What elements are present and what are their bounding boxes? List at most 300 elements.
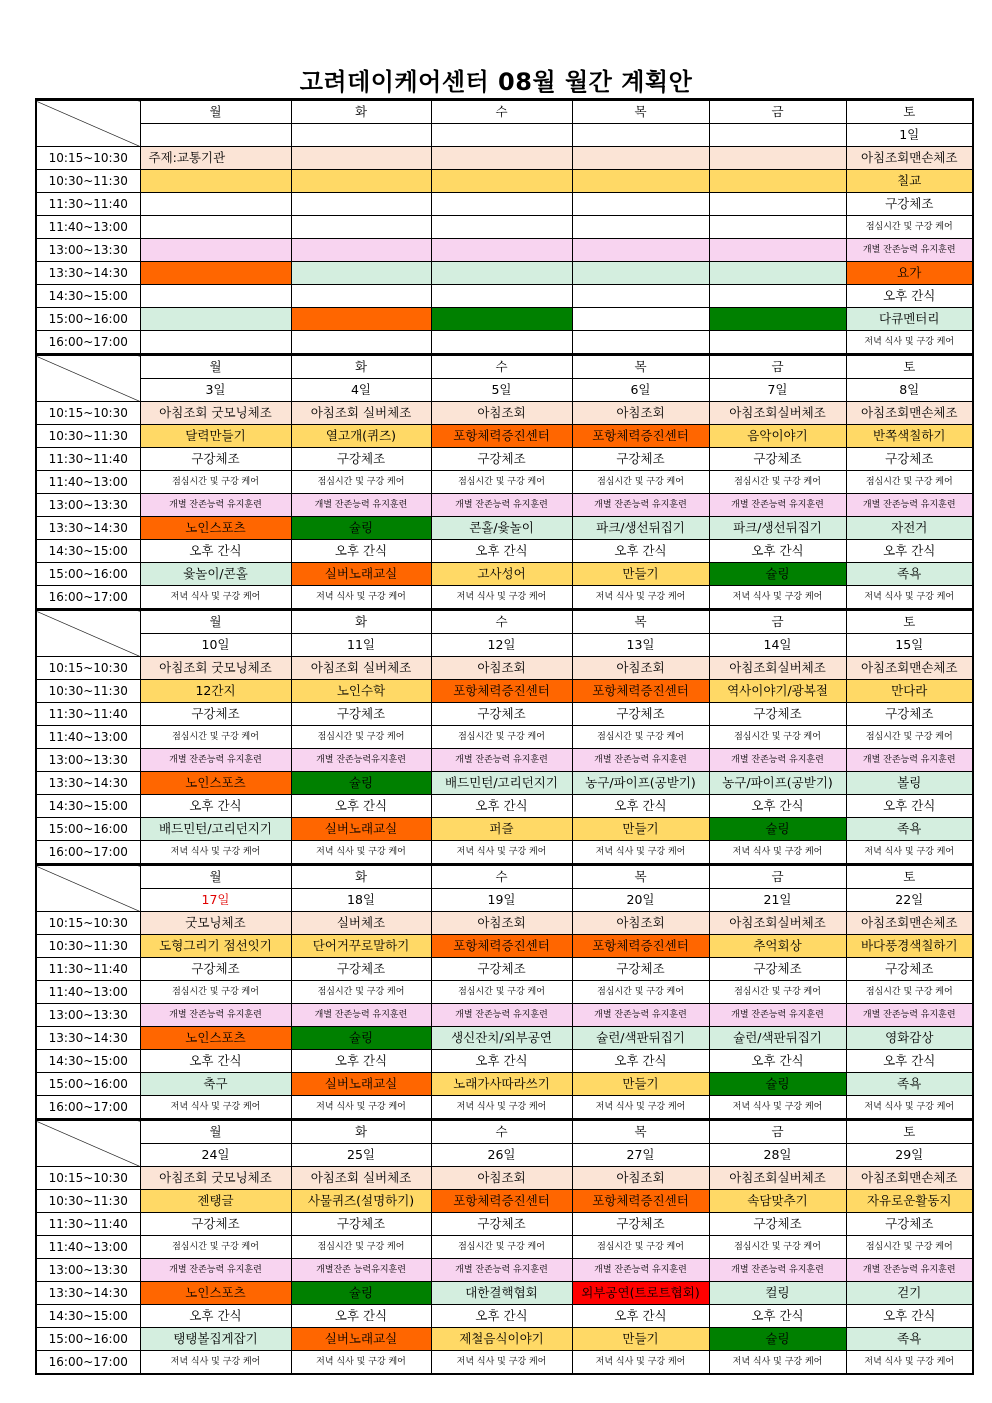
time-slot-label: 16:00~17:00 — [36, 1351, 140, 1375]
week-2-day-header-row — [36, 355, 973, 379]
activity-cell-tue: 노인수학 — [291, 680, 431, 703]
week-4-header-sat: 토 — [846, 865, 973, 889]
activity-cell-fri: 추억회상 — [709, 935, 846, 958]
activity-cell-thu: 만들기 — [572, 1328, 709, 1351]
activity-cell-wed — [431, 216, 572, 239]
week-1-header-tue: 화 — [291, 100, 431, 124]
week-5-header-sat: 토 — [846, 1120, 973, 1144]
activity-cell-fri: 농구/파이프(공받기) — [709, 772, 846, 795]
activity-cell-thu: 오후 간식 — [572, 540, 709, 563]
activity-cell-mon: 구강체조 — [140, 448, 291, 471]
activity-cell-tue — [291, 331, 431, 355]
activity-cell-fri: 개별 잔존능력 유지훈련 — [709, 749, 846, 772]
week-3-header-tue: 화 — [291, 610, 431, 634]
activity-cell-tue: 오후 간식 — [291, 1305, 431, 1328]
week-4-date-mon: 17일 — [140, 889, 291, 912]
activity-cell-sat: 점심시간 및 구강 케어 — [846, 471, 973, 494]
activity-cell-tue — [291, 147, 431, 170]
activity-cell-thu — [572, 193, 709, 216]
week-4-header-thu: 목 — [572, 865, 709, 889]
activity-cell-fri: 저녁 식사 및 구강 케어 — [709, 1096, 846, 1120]
activity-cell-wed: 배드민턴/고리던지기 — [431, 772, 572, 795]
activity-cell-tue — [291, 308, 431, 331]
activity-cell-wed: 제철음식이야기 — [431, 1328, 572, 1351]
activity-cell-thu: 점심시간 및 구강 케어 — [572, 981, 709, 1004]
activity-cell-mon: 저녁 식사 및 구강 케어 — [140, 586, 291, 610]
activity-cell-mon — [140, 308, 291, 331]
activity-cell-thu — [572, 216, 709, 239]
activity-cell-wed: 포항체력증진센터 — [431, 1190, 572, 1213]
time-slot-label: 10:15~10:30 — [36, 402, 140, 425]
activity-cell-fri: 개별 잔존능력 유지훈련 — [709, 1004, 846, 1027]
activity-cell-mon: 개별 잔존능력 유지훈련 — [140, 1004, 291, 1027]
activity-cell-tue: 점심시간 및 구강 케어 — [291, 471, 431, 494]
activity-cell-fri: 점심시간 및 구강 케어 — [709, 726, 846, 749]
activity-cell-thu: 아침조회 — [572, 402, 709, 425]
week-4-header-wed: 수 — [431, 865, 572, 889]
time-slot-label: 13:30~14:30 — [36, 1027, 140, 1050]
activity-cell-sat: 구강체조 — [846, 448, 973, 471]
activity-cell-wed: 콘홀/윷놀이 — [431, 517, 572, 540]
activity-cell-fri: 슐런/색판뒤집기 — [709, 1027, 846, 1050]
time-slot-label: 10:15~10:30 — [36, 1167, 140, 1190]
activity-cell-wed: 개별 잔존능력 유지훈련 — [431, 494, 572, 517]
week-1-date-thu — [572, 124, 709, 147]
activity-cell-thu: 저녁 식사 및 구강 케어 — [572, 841, 709, 865]
activity-cell-thu: 포항체력증진센터 — [572, 680, 709, 703]
monthly-schedule-table — [35, 98, 974, 1375]
activity-cell-wed: 퍼즐 — [431, 818, 572, 841]
activity-cell-wed: 저녁 식사 및 구강 케어 — [431, 841, 572, 865]
week-1-slot-5-row — [36, 239, 973, 262]
activity-cell-mon: 개별 잔존능력 유지훈련 — [140, 1259, 291, 1282]
time-slot-label: 10:15~10:30 — [36, 912, 140, 935]
time-slot-label: 10:30~11:30 — [36, 170, 140, 193]
activity-cell-sat: 아침조회맨손체조 — [846, 1167, 973, 1190]
week-5-slot-4-row — [36, 1236, 973, 1259]
activity-cell-fri — [709, 239, 846, 262]
week-3-slot-7-row — [36, 795, 973, 818]
week-1-slot-1-row — [36, 147, 973, 170]
activity-cell-sat: 구강체조 — [846, 958, 973, 981]
activity-cell-tue: 사물퀴즈(설명하기) — [291, 1190, 431, 1213]
activity-cell-wed: 아침조회 — [431, 657, 572, 680]
activity-cell-tue: 개별 잔존능력 유지훈련 — [291, 1004, 431, 1027]
time-slot-label: 11:40~13:00 — [36, 726, 140, 749]
activity-cell-thu: 만들기 — [572, 818, 709, 841]
week-1-date-tue — [291, 124, 431, 147]
activity-cell-thu: 개별 잔존능력 유지훈련 — [572, 749, 709, 772]
week-2-slot-1-row — [36, 402, 973, 425]
week-1-day-header-row — [36, 100, 973, 124]
activity-cell-wed: 개별 잔존능력 유지훈련 — [431, 749, 572, 772]
week-1-date-wed — [431, 124, 572, 147]
activity-cell-sat: 영화감상 — [846, 1027, 973, 1050]
time-slot-label: 10:30~11:30 — [36, 1190, 140, 1213]
time-slot-label: 14:30~15:00 — [36, 1305, 140, 1328]
week-2-header-fri: 금 — [709, 355, 846, 379]
activity-cell-thu: 포항체력증진센터 — [572, 935, 709, 958]
activity-cell-sat: 구강체조 — [846, 703, 973, 726]
activity-cell-wed: 대한결핵협회 — [431, 1282, 572, 1305]
week-3-date-tue: 11일 — [291, 634, 431, 657]
activity-cell-sat: 저녁 식사 및 구강 케어 — [846, 1351, 973, 1375]
activity-cell-tue: 점심시간 및 구강 케어 — [291, 981, 431, 1004]
week-5-slot-2-row — [36, 1190, 973, 1213]
activity-cell-tue: 오후 간식 — [291, 540, 431, 563]
week-3-header-thu: 목 — [572, 610, 709, 634]
activity-cell-mon: 점심시간 및 구강 케어 — [140, 981, 291, 1004]
activity-cell-fri: 오후 간식 — [709, 1050, 846, 1073]
week-2-slot-9-row — [36, 586, 973, 610]
activity-cell-sat: 오후 간식 — [846, 1050, 973, 1073]
week-1-slot-2-row — [36, 170, 973, 193]
week-1-header-wed: 수 — [431, 100, 572, 124]
week-4-slot-3-row — [36, 958, 973, 981]
activity-cell-tue: 구강체조 — [291, 703, 431, 726]
activity-cell-thu: 구강체조 — [572, 1213, 709, 1236]
activity-cell-wed: 개별 잔존능력 유지훈련 — [431, 1004, 572, 1027]
activity-cell-tue: 구강체조 — [291, 448, 431, 471]
activity-cell-tue — [291, 170, 431, 193]
week-3-day-header-row — [36, 610, 973, 634]
activity-cell-sat: 구강체조 — [846, 1213, 973, 1236]
activity-cell-sat: 저녁 식사 및 구강 케어 — [846, 331, 973, 355]
week-1-date-mon — [140, 124, 291, 147]
week-1-header-sat: 토 — [846, 100, 973, 124]
activity-cell-mon — [140, 193, 291, 216]
activity-cell-sat: 저녁 식사 및 구강 케어 — [846, 586, 973, 610]
activity-cell-sat: 아침조회맨손체조 — [846, 912, 973, 935]
activity-cell-mon: 점심시간 및 구강 케어 — [140, 1236, 291, 1259]
activity-cell-wed: 오후 간식 — [431, 540, 572, 563]
week-5-date-fri: 28일 — [709, 1144, 846, 1167]
activity-cell-wed: 점심시간 및 구강 케어 — [431, 1236, 572, 1259]
activity-cell-wed — [431, 331, 572, 355]
time-slot-label: 11:30~11:40 — [36, 193, 140, 216]
activity-cell-mon: 주제:교통기관 — [140, 147, 291, 170]
week-5-corner-cell — [36, 1120, 140, 1167]
week-2-slot-4-row — [36, 471, 973, 494]
activity-cell-tue: 실버노래교실 — [291, 1328, 431, 1351]
activity-cell-wed: 점심시간 및 구강 케어 — [431, 726, 572, 749]
activity-cell-wed: 점심시간 및 구강 케어 — [431, 981, 572, 1004]
activity-cell-wed — [431, 262, 572, 285]
activity-cell-tue: 실버노래교실 — [291, 818, 431, 841]
activity-cell-mon: 탱탱볼집게잡기 — [140, 1328, 291, 1351]
activity-cell-thu: 오후 간식 — [572, 795, 709, 818]
week-1-header-mon: 월 — [140, 100, 291, 124]
activity-cell-thu: 오후 간식 — [572, 1050, 709, 1073]
activity-cell-thu: 포항체력증진센터 — [572, 1190, 709, 1213]
activity-cell-mon: 축구 — [140, 1073, 291, 1096]
activity-cell-thu: 저녁 식사 및 구강 케어 — [572, 1351, 709, 1375]
activity-cell-mon: 저녁 식사 및 구강 케어 — [140, 841, 291, 865]
week-1-date-fri — [709, 124, 846, 147]
time-slot-label: 16:00~17:00 — [36, 1096, 140, 1120]
week-3-corner-cell — [36, 610, 140, 657]
activity-cell-mon: 노인스포츠 — [140, 1027, 291, 1050]
activity-cell-fri: 저녁 식사 및 구강 케어 — [709, 586, 846, 610]
week-1-slot-6-row — [36, 262, 973, 285]
time-slot-label: 13:00~13:30 — [36, 494, 140, 517]
week-3-date-wed: 12일 — [431, 634, 572, 657]
week-3-date-sat: 15일 — [846, 634, 973, 657]
activity-cell-mon: 오후 간식 — [140, 795, 291, 818]
activity-cell-wed: 개별 잔존능력 유지훈련 — [431, 1259, 572, 1282]
activity-cell-wed: 구강체조 — [431, 1213, 572, 1236]
activity-cell-wed: 포항체력증진센터 — [431, 935, 572, 958]
activity-cell-sat: 요가 — [846, 262, 973, 285]
week-1-slot-9-row — [36, 331, 973, 355]
activity-cell-sat: 오후 간식 — [846, 795, 973, 818]
activity-cell-tue: 저녁 식사 및 구강 케어 — [291, 1096, 431, 1120]
activity-cell-sat: 바다풍경색칠하기 — [846, 935, 973, 958]
week-5-header-mon: 월 — [140, 1120, 291, 1144]
activity-cell-sat: 오후 간식 — [846, 285, 973, 308]
activity-cell-sat: 점심시간 및 구강 케어 — [846, 216, 973, 239]
week-4-slot-7-row — [36, 1050, 973, 1073]
activity-cell-fri — [709, 285, 846, 308]
week-1-date-sat: 1일 — [846, 124, 973, 147]
activity-cell-fri: 아침조회실버체조 — [709, 402, 846, 425]
week-2-date-mon: 3일 — [140, 379, 291, 402]
week-4-date-row — [36, 889, 973, 912]
time-slot-label: 13:00~13:30 — [36, 1259, 140, 1282]
time-slot-label: 11:30~11:40 — [36, 958, 140, 981]
activity-cell-mon: 윷놀이/콘홀 — [140, 563, 291, 586]
week-2-slot-3-row — [36, 448, 973, 471]
activity-cell-wed: 점심시간 및 구강 케어 — [431, 471, 572, 494]
activity-cell-thu: 구강체조 — [572, 703, 709, 726]
activity-cell-sat: 점심시간 및 구강 케어 — [846, 981, 973, 1004]
week-1-date-row — [36, 124, 973, 147]
activity-cell-mon: 달력만들기 — [140, 425, 291, 448]
activity-cell-fri: 아침조회실버체조 — [709, 657, 846, 680]
activity-cell-wed: 오후 간식 — [431, 1050, 572, 1073]
week-1-slot-8-row — [36, 308, 973, 331]
activity-cell-thu: 농구/파이프(공받기) — [572, 772, 709, 795]
week-3-date-mon: 10일 — [140, 634, 291, 657]
week-4-slot-1-row — [36, 912, 973, 935]
activity-cell-fri: 슐링 — [709, 1073, 846, 1096]
activity-cell-mon: 배드민턴/고리던지기 — [140, 818, 291, 841]
activity-cell-fri: 파크/생선뒤집기 — [709, 517, 846, 540]
activity-cell-tue: 오후 간식 — [291, 795, 431, 818]
activity-cell-thu — [572, 170, 709, 193]
activity-cell-sat: 아침조회맨손체조 — [846, 657, 973, 680]
activity-cell-thu: 아침조회 — [572, 657, 709, 680]
activity-cell-fri — [709, 193, 846, 216]
week-2-slot-7-row — [36, 540, 973, 563]
activity-cell-fri: 저녁 식사 및 구강 케어 — [709, 1351, 846, 1375]
activity-cell-fri: 점심시간 및 구강 케어 — [709, 471, 846, 494]
time-slot-label: 13:30~14:30 — [36, 517, 140, 540]
activity-cell-sat: 만다라 — [846, 680, 973, 703]
week-2-slot-6-row — [36, 517, 973, 540]
activity-cell-mon: 노인스포츠 — [140, 772, 291, 795]
activity-cell-tue: 구강체조 — [291, 958, 431, 981]
week-4-header-tue: 화 — [291, 865, 431, 889]
week-5-slot-1-row — [36, 1167, 973, 1190]
activity-cell-fri: 슐링 — [709, 563, 846, 586]
activity-cell-mon — [140, 239, 291, 262]
week-5-date-wed: 26일 — [431, 1144, 572, 1167]
activity-cell-thu: 슐런/색판뒤집기 — [572, 1027, 709, 1050]
week-2-date-wed: 5일 — [431, 379, 572, 402]
activity-cell-sat: 개별 잔존능력 유지훈련 — [846, 239, 973, 262]
activity-cell-fri: 오후 간식 — [709, 540, 846, 563]
week-2-header-wed: 수 — [431, 355, 572, 379]
week-3-slot-5-row — [36, 749, 973, 772]
activity-cell-wed: 아침조회 — [431, 912, 572, 935]
activity-cell-sat: 오후 간식 — [846, 540, 973, 563]
activity-cell-mon: 구강체조 — [140, 1213, 291, 1236]
week-3-slot-4-row — [36, 726, 973, 749]
week-2-slot-8-row — [36, 563, 973, 586]
week-5-date-row — [36, 1144, 973, 1167]
time-slot-label: 13:00~13:30 — [36, 749, 140, 772]
activity-cell-mon: 점심시간 및 구강 케어 — [140, 726, 291, 749]
activity-cell-mon — [140, 170, 291, 193]
activity-cell-sat: 칠교 — [846, 170, 973, 193]
activity-cell-tue — [291, 193, 431, 216]
activity-cell-tue: 슐링 — [291, 517, 431, 540]
week-5-header-fri: 금 — [709, 1120, 846, 1144]
activity-cell-sat: 걷기 — [846, 1282, 973, 1305]
page-title: 고려데이케어센터 08월 월간 계획안 — [299, 68, 693, 96]
time-slot-label: 16:00~17:00 — [36, 586, 140, 610]
week-3-date-row — [36, 634, 973, 657]
activity-cell-fri: 컬링 — [709, 1282, 846, 1305]
week-1-header-thu: 목 — [572, 100, 709, 124]
activity-cell-tue — [291, 262, 431, 285]
activity-cell-sat: 족욕 — [846, 1073, 973, 1096]
activity-cell-fri — [709, 216, 846, 239]
activity-cell-thu: 오후 간식 — [572, 1305, 709, 1328]
time-slot-label: 15:00~16:00 — [36, 308, 140, 331]
activity-cell-tue: 아침조회 실버체조 — [291, 1167, 431, 1190]
activity-cell-wed: 노래가사따라쓰기 — [431, 1073, 572, 1096]
activity-cell-tue: 실버노래교실 — [291, 1073, 431, 1096]
time-slot-label: 11:40~13:00 — [36, 1236, 140, 1259]
activity-cell-mon: 저녁 식사 및 구강 케어 — [140, 1096, 291, 1120]
activity-cell-mon: 굿모닝체조 — [140, 912, 291, 935]
week-2-header-mon: 월 — [140, 355, 291, 379]
week-3-slot-8-row — [36, 818, 973, 841]
activity-cell-fri — [709, 170, 846, 193]
activity-cell-mon: 저녁 식사 및 구강 케어 — [140, 1351, 291, 1375]
time-slot-label: 13:30~14:30 — [36, 262, 140, 285]
activity-cell-mon: 개별 잔존능력 유지훈련 — [140, 749, 291, 772]
activity-cell-thu: 만들기 — [572, 1073, 709, 1096]
activity-cell-wed: 구강체조 — [431, 703, 572, 726]
activity-cell-mon — [140, 331, 291, 355]
activity-cell-wed: 생신잔치/외부공연 — [431, 1027, 572, 1050]
time-slot-label: 13:30~14:30 — [36, 772, 140, 795]
week-2-slot-2-row — [36, 425, 973, 448]
activity-cell-sat: 자전거 — [846, 517, 973, 540]
activity-cell-sat: 개별 잔존능력 유지훈련 — [846, 749, 973, 772]
week-5-date-thu: 27일 — [572, 1144, 709, 1167]
activity-cell-wed — [431, 285, 572, 308]
activity-cell-wed — [431, 147, 572, 170]
activity-cell-fri: 점심시간 및 구강 케어 — [709, 981, 846, 1004]
week-4-slot-5-row — [36, 1004, 973, 1027]
activity-cell-wed: 포항체력증진센터 — [431, 680, 572, 703]
week-5-slot-3-row — [36, 1213, 973, 1236]
week-4-date-tue: 18일 — [291, 889, 431, 912]
activity-cell-tue: 점심시간 및 구강 케어 — [291, 1236, 431, 1259]
activity-cell-fri: 구강체조 — [709, 958, 846, 981]
activity-cell-wed: 구강체조 — [431, 958, 572, 981]
activity-cell-thu: 점심시간 및 구강 케어 — [572, 471, 709, 494]
activity-cell-thu — [572, 331, 709, 355]
activity-cell-tue: 개별 잔존능력유지훈련 — [291, 749, 431, 772]
activity-cell-thu: 외부공연(트로트협회) — [572, 1282, 709, 1305]
week-3-date-thu: 13일 — [572, 634, 709, 657]
activity-cell-sat: 족욕 — [846, 1328, 973, 1351]
activity-cell-wed: 저녁 식사 및 구강 케어 — [431, 586, 572, 610]
activity-cell-fri: 슐링 — [709, 1328, 846, 1351]
activity-cell-tue: 점심시간 및 구강 케어 — [291, 726, 431, 749]
activity-cell-sat: 볼링 — [846, 772, 973, 795]
activity-cell-mon: 오후 간식 — [140, 540, 291, 563]
week-4-header-fri: 금 — [709, 865, 846, 889]
time-slot-label: 13:00~13:30 — [36, 1004, 140, 1027]
activity-cell-mon: 개별 잔존능력 유지훈련 — [140, 494, 291, 517]
activity-cell-wed — [431, 193, 572, 216]
week-4-date-wed: 19일 — [431, 889, 572, 912]
activity-cell-mon: 구강체조 — [140, 958, 291, 981]
time-slot-label: 11:40~13:00 — [36, 471, 140, 494]
activity-cell-sat: 족욕 — [846, 563, 973, 586]
activity-cell-tue: 개별잔존 능력유지훈련 — [291, 1259, 431, 1282]
week-3-header-sat: 토 — [846, 610, 973, 634]
activity-cell-fri: 오후 간식 — [709, 1305, 846, 1328]
week-4-slot-2-row — [36, 935, 973, 958]
week-4-date-thu: 20일 — [572, 889, 709, 912]
activity-cell-thu — [572, 285, 709, 308]
activity-cell-fri — [709, 331, 846, 355]
week-1-slot-4-row — [36, 216, 973, 239]
activity-cell-thu: 파크/생선뒤집기 — [572, 517, 709, 540]
activity-cell-mon: 구강체조 — [140, 703, 291, 726]
activity-cell-mon: 아침조회 굿모닝체조 — [140, 657, 291, 680]
activity-cell-sat: 아침조회맨손체조 — [846, 147, 973, 170]
week-3-header-fri: 금 — [709, 610, 846, 634]
activity-cell-wed: 오후 간식 — [431, 1305, 572, 1328]
activity-cell-tue: 개별 잔존능력 유지훈련 — [291, 494, 431, 517]
activity-cell-mon — [140, 262, 291, 285]
activity-cell-tue — [291, 285, 431, 308]
activity-cell-sat: 저녁 식사 및 구강 케어 — [846, 841, 973, 865]
week-4-slot-9-row — [36, 1096, 973, 1120]
week-4-slot-8-row — [36, 1073, 973, 1096]
week-3-date-fri: 14일 — [709, 634, 846, 657]
week-2-date-fri: 7일 — [709, 379, 846, 402]
activity-cell-sat: 족욕 — [846, 818, 973, 841]
activity-cell-wed: 저녁 식사 및 구강 케어 — [431, 1096, 572, 1120]
week-5-slot-8-row — [36, 1328, 973, 1351]
time-slot-label: 10:30~11:30 — [36, 680, 140, 703]
week-3-header-wed: 수 — [431, 610, 572, 634]
activity-cell-sat: 반쪽색칠하기 — [846, 425, 973, 448]
activity-cell-tue — [291, 216, 431, 239]
activity-cell-tue: 열고개(퀴즈) — [291, 425, 431, 448]
activity-cell-wed: 구강체조 — [431, 448, 572, 471]
activity-cell-sat: 아침조회맨손체조 — [846, 402, 973, 425]
